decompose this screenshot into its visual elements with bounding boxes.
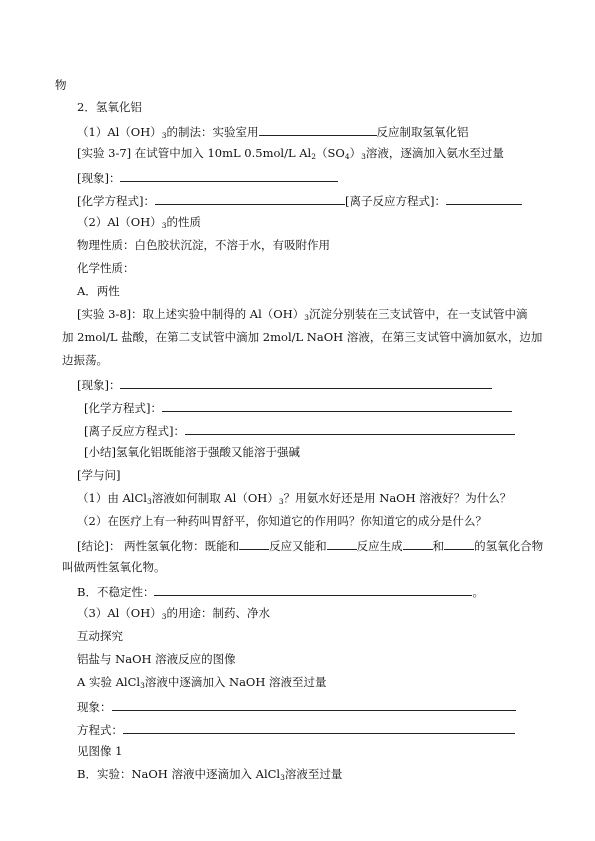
text-line: [学与问] [77,468,121,482]
text-line: [化学方程式]： [84,399,512,415]
text-line: 铝盐与 NaOH 溶液反应的图像 [77,652,236,666]
fill-blank[interactable] [444,537,474,550]
fill-blank[interactable] [123,721,515,734]
text-line: 见图像 1 [77,744,123,758]
fill-blank[interactable] [120,169,338,182]
text-line: 物 [55,78,67,92]
text-line: [离子反应方程式]： [84,422,515,438]
text-line: [现象]： [77,169,338,185]
text-line: 方程式： [77,721,515,737]
section-heading: $(2)Al(OH)_3$的性质 [77,215,202,230]
text-line: [小结]氢氧化铝既能溶于强酸又能溶于强碱 [84,445,300,459]
text-line: B．不稳定性： 。 [77,585,484,599]
fill-blank[interactable] [239,537,269,550]
text-line: [实验 3-8]：取上述实验中制得的 $Al(OH)_3$沉淀分别装在三支试管中，在一支试管中滴 [77,307,528,322]
text-line: [结论]： 两性氢氧化物：既能和 反应又能和 反应生成 和 的氢氧化合物 [77,539,544,553]
fill-blank[interactable] [446,192,522,205]
fill-blank[interactable] [259,123,377,136]
text-line: 现象： [77,698,516,714]
text-line: 互动探究 [77,629,123,643]
text-line: 叫做两性氢氧化物。 [62,560,166,574]
text-line: A 实验 AlCl$_3$溶液中逐滴加入 NaOH 溶液至过量 [77,675,327,690]
text-line: [现象]： [77,376,492,392]
text-line: $(1)Al(OH)_3$的制法：实验室用 反应制取氢氧化铝 [77,125,469,140]
text-line: （2）在医疗上有一种药叫胃舒平，你知道它的作用吗？你知道它的成分是什么？ [77,514,487,528]
fill-blank[interactable] [155,192,345,205]
fill-blank[interactable] [162,399,512,412]
text-line: 边振荡。 [62,353,108,367]
fill-blank[interactable] [185,422,515,435]
text-line: [实验 3-7] 在试管中加入 10mL 0.5mol/L $Al_2(SO_4)_3$溶液，逐滴加入氨水至过量 [77,146,504,161]
text-line: A．两性 [77,284,120,298]
section-heading: $(3)Al(OH)_3$的用途：制药、净水 [77,606,271,621]
text-line: B．实验：NaOH 溶液中逐滴加入 AlCl$_3$溶液至过量 [77,767,343,782]
section-heading: 2．氢氧化铝 [77,100,142,114]
fill-blank[interactable] [120,376,492,389]
text-line: [化学方程式]： [离子反应方程式]： [77,192,522,208]
fill-blank[interactable] [327,537,357,550]
text-line: 物理性质：白色胶状沉淀，不溶于水，有吸附作用 [77,238,330,252]
text-line: 加 2mol/L 盐酸，在第二支试管中滴加 2mol/L NaOH 溶液，在第三支试管中滴加氨水，边加 [62,330,543,344]
fill-blank[interactable] [112,698,516,711]
text-line: 化学性质： [77,261,135,275]
text-line: （1）由 AlCl$_3$溶液如何制取 $Al(OH)_3$？用氨水好还是用 NaOH 溶液好？为什么？ [77,491,512,506]
fill-blank[interactable] [154,583,472,596]
fill-blank[interactable] [403,537,433,550]
